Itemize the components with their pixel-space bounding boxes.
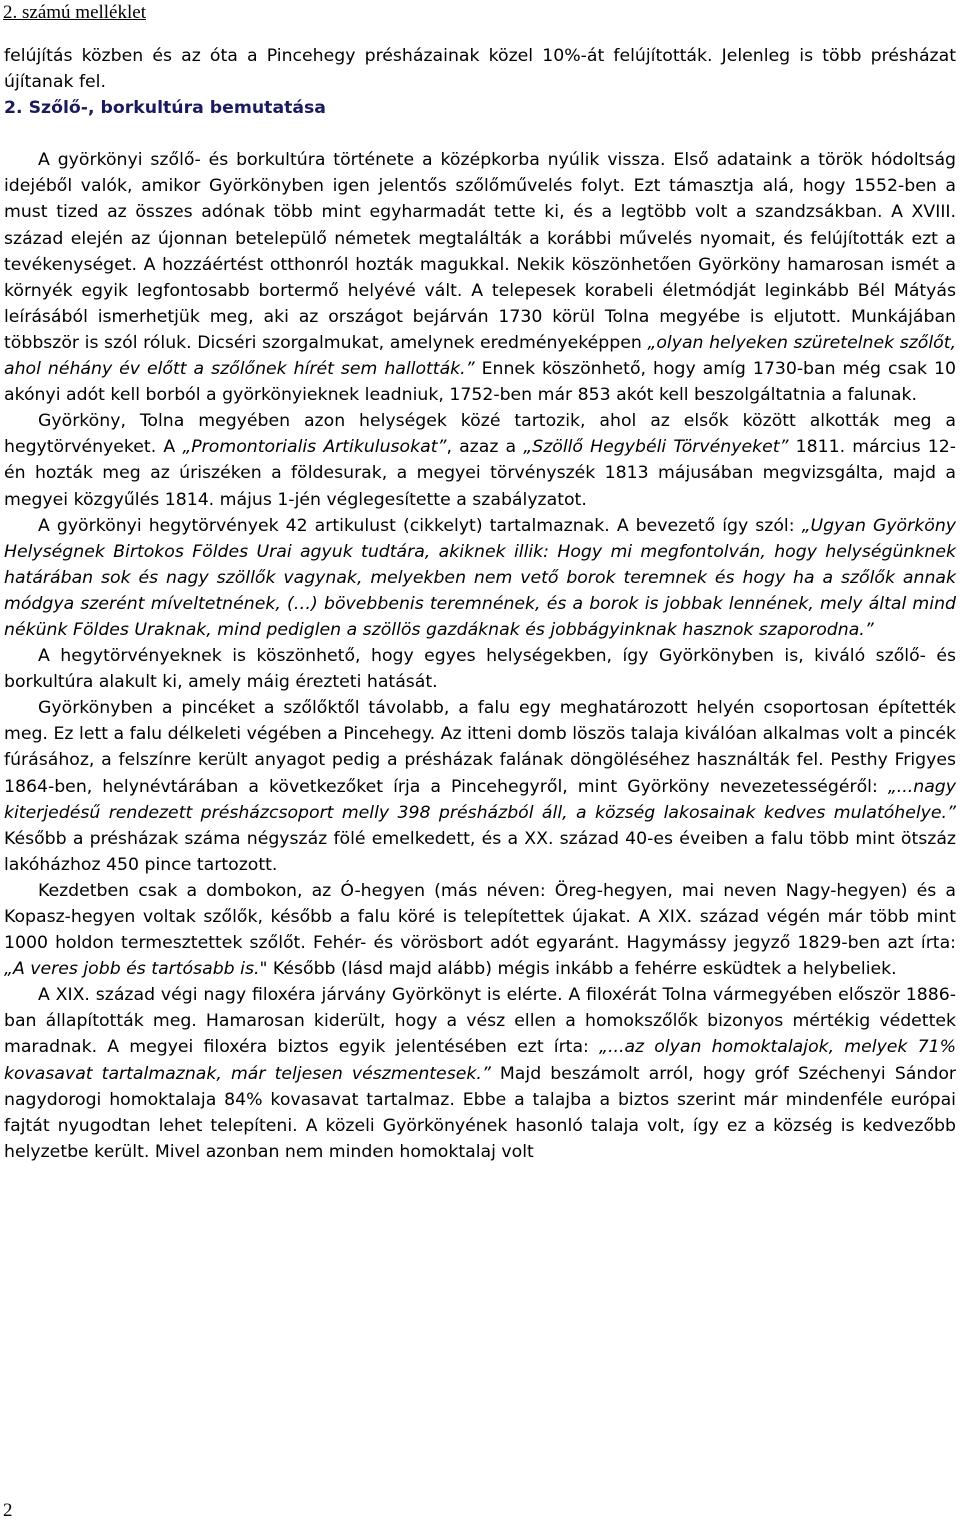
- paragraph-2-text-b: , azaz a: [446, 437, 524, 458]
- paragraph-1-quote: „olyan helyeken szüretelnek szőlőt, ahol néhány év előtt a szőlőnek hírét sem hallották.”: [4, 332, 956, 380]
- paragraph-7-quote: „...az olyan homoktalajok, melyek 71% kovasavat tartalmaznak, már teljesen vészmentesek.”: [4, 1037, 957, 1084]
- paragraph-5-quote: „...nagy kiterjedésű rendezett présházcsoport melly 398 présházból áll, a község lakosainak kedves mulatóhelye.”: [4, 776, 956, 823]
- paragraph-4-text-a: A hegytörvényeknek is köszönhető, hogy egyes helységekben, így Györkönyben is, kiváló szőlő- és borkultúra alakult ki, amely máig érezteti hatását.: [4, 646, 956, 693]
- paragraph-6: [4, 878, 956, 982]
- paragraph-2-quote-2: „Szöllő Hegybéli Törvényeket”: [523, 437, 789, 458]
- paragraph-3: [4, 513, 956, 643]
- paragraph-7-text-a: A XIX. század végi nagy filoxéra járvány Györkönyt is elérte. A filoxérát Tolna vármegyében először 1886-ban állapították meg. Hamarosan kiderült, hogy a vész ellen a homokszőlők bizonyos mértékig védettek maradnak. A megyei filoxéra biztos egyik jelentésében ezt írta:: [4, 985, 956, 1058]
- paragraph-5: [4, 695, 956, 878]
- page-number: 2: [3, 1500, 13, 1521]
- paragraph-3-text-a: A györkönyi hegytörvények 42 artikulust (cikkelyt) tartalmaznak. A bevezető így szól:: [38, 515, 802, 536]
- paragraph-1: [4, 147, 956, 408]
- paragraph-1-text-a: A györkönyi szőlő- és borkultúra története a középkorba nyúlik vissza. Első adataink a török hódoltság idejéből valók, amikor Györkönyben igen jelentős szőlőművelés folyt. Ezt támasztja alá, hogy 1552-ben a must tized az összes adónak több mint egyharmadát tette ki, és a legtöbb volt a szandzsákban. A XVIII. század elején az újonnan betelepülő németek megtalálták a korábbi művelés nyomait, és felújították ezt a tevékenységet. A hozzáértést otthonról hozták magukkal. Nekik köszönhetően Györköny hamarosan ismét a környék egyik legfontosabb bortermő helyévé vált. A telepesek korabeli életmódját leginkább Bél Mátyás leírásából ismerhetjük meg, aki az országot bejárván 1730 körül Tolna megyébe is eljutott. Munkájában többször is szól róluk. Dicséri szorgalmukat, amelynek eredményeképpen: [4, 150, 956, 353]
- paragraph-2: [4, 408, 956, 512]
- paragraph-5-text-a: Györkönyben a pincéket a szőlőktől távolabb, a falu egy meghatározott helyén csoportosan építették meg. Ez lett a falu délkeleti végében a Pincehegy. Az itteni domb löszös talaja kiválóan alkalmas volt a pincék fúrásához, a felszínre került anyagot pedig a présházak falának döngöléséhez használták fel. Pesthy Frigyes 1864-ben, helynévtárában a következőket írja a Pincehegyről, mint Györköny nevezetességéről:: [4, 698, 956, 797]
- paragraph-5-text-b: Később a présházak száma négyszáz fölé emelkedett, és a XX. század 40-es éveiben a falu több mint ötszáz lakóházhoz 450 pince tartozott.: [4, 828, 956, 875]
- section-heading: 2. Szőlő-, borkultúra bemutatása: [4, 98, 326, 119]
- intro-paragraph: felújítás közben és az óta a Pincehegy présházainak közel 10%-át felújították. Jelenleg is több présházat újítanak fel.: [4, 46, 956, 93]
- paragraph-6-text-b: Később (lásd majd alább) mégis inkább a fehérre esküdtek a helybeliek.: [267, 959, 897, 980]
- document-header: 2. számú melléklet: [3, 2, 146, 23]
- paragraph-4: [4, 643, 956, 695]
- paragraph-2-text-a: Györköny, Tolna megyében azon helységek közé tartozik, ahol az elsők között alkották meg a hegytörvényeket. A: [4, 411, 956, 458]
- paragraph-7: [4, 982, 956, 1165]
- paragraph-1-text-b: Ennek köszönhető, hogy amíg 1730-ban még csak 10 akónyi adót kell borból a györkönyieknek leadniuk, 1752-ben már 853 akót kell beszolgáltatnia a falunak.: [4, 359, 957, 406]
- paragraph-3-quote: „Ugyan Györköny Helységnek Birtokos Földes Urai agyuk tudtára, akiknek illik: Hogy mi megfontolván, hogy helységünknek határában sok és nagy szöllők vagynak, melyekben nem vető borok teremnek és hogy ha a szőlők annak módgya szerént míveltetnének, (…) bövebbenis teremnének, és a borok is jobbak lennének, mely által mind nékünk Földes Uraknak, mind pediglen a szöllös gazdáknak és jobbágyinknak hasznok szaporodna.”: [4, 515, 956, 640]
- document-body: [4, 43, 956, 1165]
- paragraph-6-quote: „A veres jobb és tartósabb is.": [4, 959, 268, 980]
- paragraph-2-quote-1: „Promontorialis Artikulusokat”: [182, 437, 447, 458]
- paragraph-2-text-c: 1811. március 12-én hozták meg az úriszéken a földesurak, a megyei törvényszék 1813 májusában megvizsgálta, majd a megyei közgyűlés 1814. május 1-jén véglegesítette a szabályzatot.: [4, 437, 956, 510]
- paragraph-7-text-b: Majd beszámolt arról, hogy gróf Széchenyi Sándor nagydorogi homoktalaja 84% kovasavat tartalmaz. Ebbe a talajba a biztos szerint már mindenféle európai fajtát nyugodtan lehet telepíteni. A közeli Györkönyének hasonló talaja volt, így ez a község is kedvezőbb helyzetbe került. Mivel azonban nem minden homoktalaj volt: [4, 1063, 957, 1162]
- paragraph-6-text-a: Kezdetben csak a dombokon, az Ó-hegyen (más néven: Öreg-hegyen, mai neven Nagy-hegyen) és a Kopasz-hegyen voltak szőlők, később a falu köré is telepítettek újakat. A XIX. század végén már több mint 1000 holdon termesztettek szőlőt. Fehér- és vörösbort adót egyaránt. Hagymássy jegyző 1829-ben azt írta:: [4, 880, 956, 954]
